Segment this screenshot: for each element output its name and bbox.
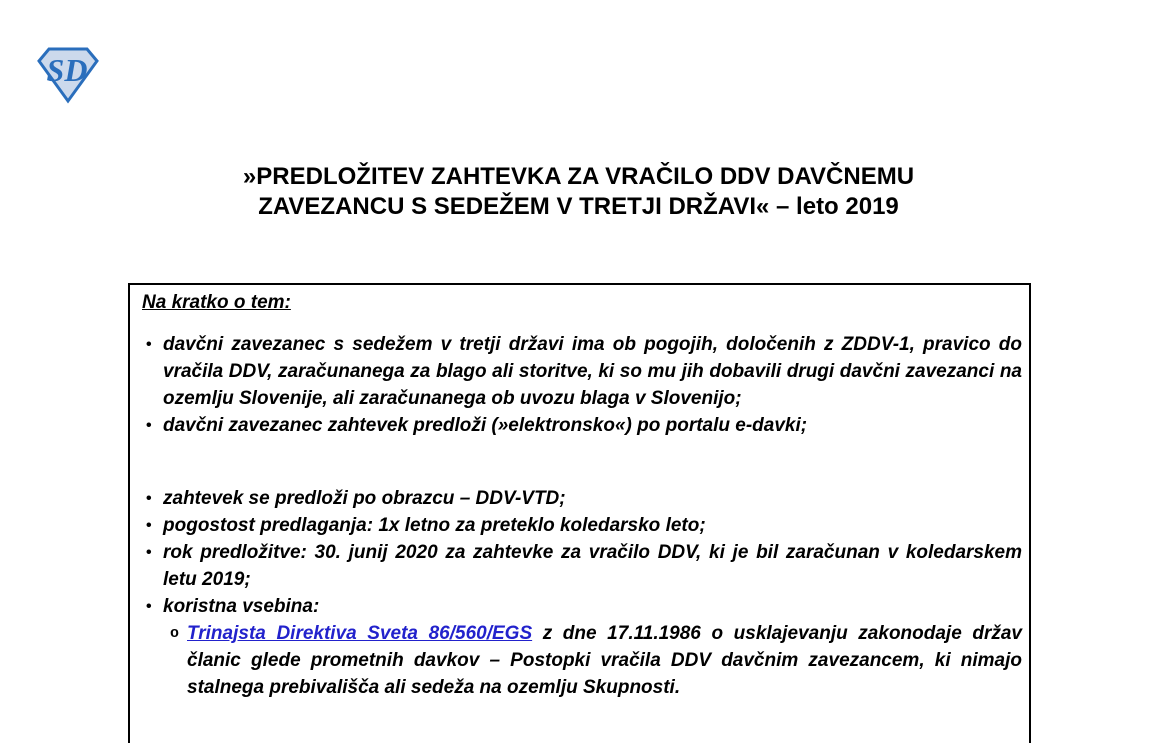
bullet-icon: • bbox=[146, 517, 152, 534]
bullet-item bbox=[142, 593, 1022, 620]
title-line-2: ZAVEZANCU S SEDEŽEM V TRETJI DRŽAVI« – leto 2019 bbox=[258, 193, 899, 220]
bullet-text: zahtevek se predloži po obrazcu – DDV-VTD; bbox=[163, 488, 566, 509]
bullet-item bbox=[142, 512, 1022, 539]
bullet-item bbox=[142, 412, 1022, 439]
bullet-icon: • bbox=[146, 544, 152, 561]
title-line-1: »PREDLOŽITEV ZAHTEVKA ZA VRAČILO DDV DAVČNEMU bbox=[242, 163, 915, 190]
bullet-text: koristna vsebina: bbox=[163, 596, 320, 617]
directive-hyperlink[interactable]: Trinajsta Direktiva Sveta 86/560/EGS bbox=[187, 623, 533, 644]
sub-bullet-rest-text: z dne 17.11.1986 o usklajevanju zakonodaje držav članic glede prometnih davkov – Postopki vračila DDV davčnim zavezancem, ki nimajo stalnega prebivališča ali sedeža na ozemlju Skupnosti. bbox=[187, 623, 1023, 698]
bullet-icon: • bbox=[146, 417, 152, 434]
sub-bullet-text bbox=[187, 620, 1022, 701]
sd-shield-logo bbox=[36, 46, 100, 104]
bullet-item bbox=[142, 539, 1022, 593]
bullet-text: davčni zavezanec s sedežem v tretji državi ima ob pogojih, določenih z ZDDV-1, pravico do vračila DDV, zaračunanega za blago ali storitve, ki so mu jih dobavili drugi davčni zavezanci na ozemlju Slovenije, ali zaračunanega ob uvozu blaga v Slovenijo; bbox=[163, 334, 1022, 409]
bullet-icon: • bbox=[146, 490, 152, 507]
logo-letters: SD bbox=[46, 52, 88, 88]
bullet-icon: • bbox=[146, 598, 152, 615]
bullet-item bbox=[142, 485, 1022, 512]
sub-bullet-icon: o bbox=[170, 625, 180, 642]
bullet-text: pogostost predlaganja: 1x letno za preteklo koledarsko leto; bbox=[163, 515, 706, 536]
bullet-icon: • bbox=[146, 336, 152, 353]
sub-bullet-item bbox=[170, 620, 1022, 701]
page-title bbox=[0, 162, 1157, 222]
summary-box-heading: Na kratko o tem: bbox=[142, 292, 291, 313]
bullet-text: davčni zavezanec zahtevek predloži (»elektronsko«) po portalu e-davki; bbox=[163, 415, 808, 436]
bullet-text: rok predložitve: 30. junij 2020 za zahtevke za vračilo DDV, ki je bil zaračunan v koledarskem letu 2019; bbox=[163, 542, 1022, 590]
bullet-item bbox=[142, 331, 1022, 412]
summary-box bbox=[128, 283, 1031, 743]
